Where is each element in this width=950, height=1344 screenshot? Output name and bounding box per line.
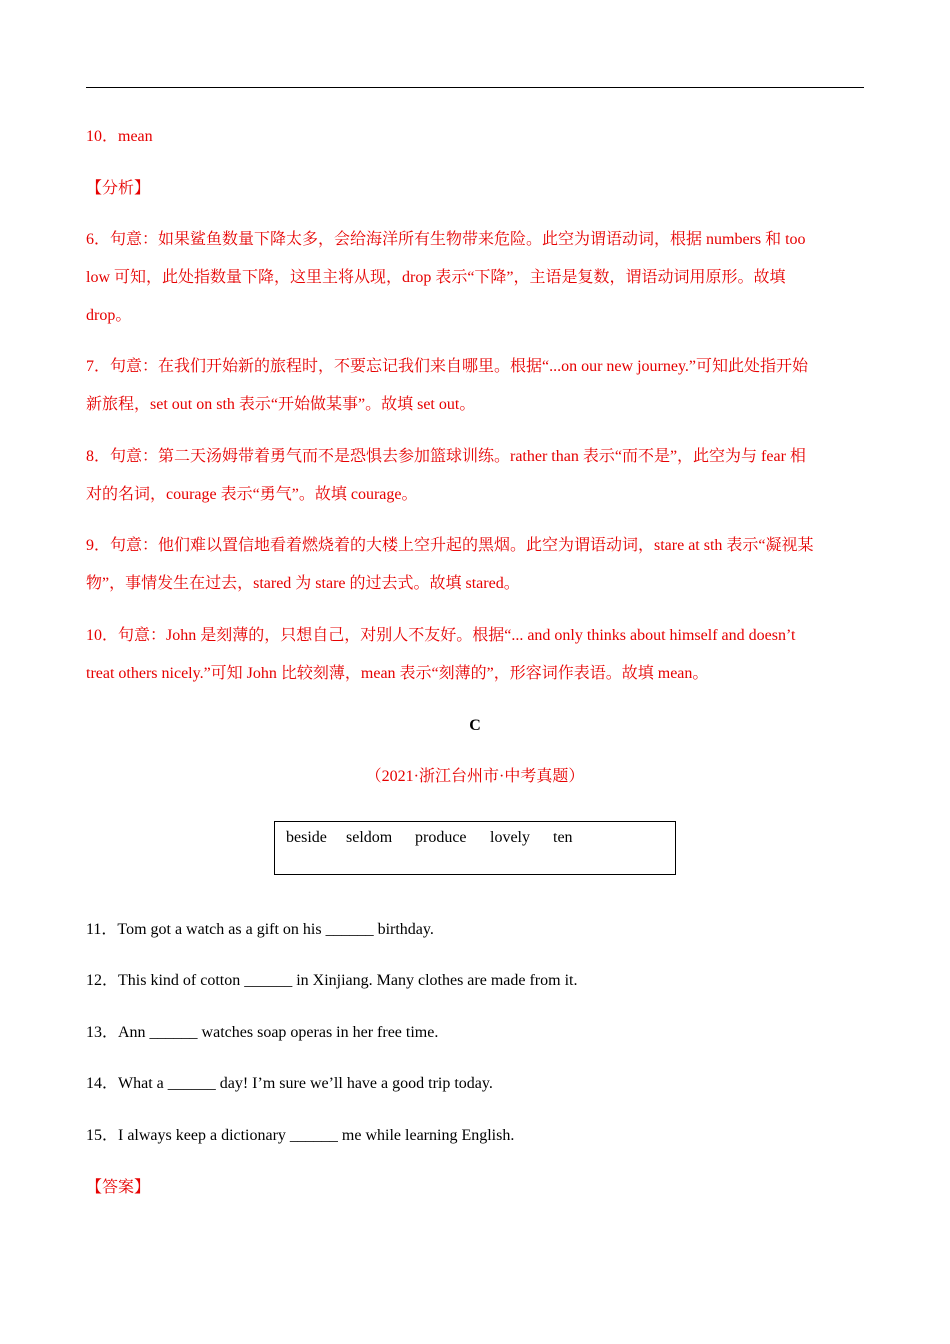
question-13: 13．Ann ______ watches soap operas in her free time. (86, 1024, 439, 1041)
word-bank-word: produce (415, 829, 467, 846)
analysis-q6-line-1: 6．句意：如果鲨鱼数量下降太多，会给海洋所有生物带来危险。此空为谓语动词，根据 numbers 和 too (86, 231, 806, 248)
word-bank-box (274, 821, 676, 875)
question-11: 11．Tom got a watch as a gift on his ______ birthday. (86, 921, 434, 938)
analysis-q8-line-2: 对的名词，courage 表示“勇气”。故填 courage。 (86, 486, 418, 503)
analysis-q6-line-3: drop。 (86, 307, 132, 324)
word-bank-word: ten (553, 829, 573, 846)
answer-label: 【答案】 (86, 1179, 151, 1196)
section-source: （2021·浙江台州市·中考真题） (365, 768, 585, 785)
word-bank-word: seldom (346, 829, 393, 846)
question-14: 14．What a ______ day! I’m sure we’ll have a good trip today. (86, 1075, 493, 1092)
analysis-q10-line-2: treat others nicely.”可知 John 比较刻薄，mean 表示“刻薄的”，形容词作表语。故填 mean。 (86, 665, 709, 682)
analysis-q9-line-1: 9．句意：他们难以置信地看着燃烧着的大楼上空升起的黑烟。此空为谓语动词，stare at sth 表示“凝视某 (86, 537, 814, 554)
word-bank-word: beside (286, 829, 327, 846)
analysis-q7-line-1: 7．句意：在我们开始新的旅程时，不要忘记我们来自哪里。根据“...on our new journey.”可知此处指开始 (86, 358, 809, 375)
analysis-label: 【分析】 (86, 180, 151, 197)
analysis-q9-line-2: 物”，事情发生在过去，stared 为 stare 的过去式。故填 stared。 (86, 575, 520, 592)
analysis-q6-line-2: low 可知，此处指数量下降，这里主将从现，drop 表示“下降”，主语是复数，谓语动词用原形。故填 (86, 269, 786, 286)
header-rule (86, 87, 864, 88)
section-heading: C (469, 717, 481, 734)
answer-item-10: 10．mean (86, 128, 153, 145)
analysis-q7-line-2: 新旅程，set out on sth 表示“开始做某事”。故填 set out。 (86, 396, 476, 413)
question-15: 15．I always keep a dictionary ______ me while learning English. (86, 1127, 515, 1144)
word-bank-word: lovely (490, 829, 530, 846)
analysis-q8-line-1: 8．句意：第二天汤姆带着勇气而不是恐惧去参加篮球训练。rather than 表示“而不是”，此空为与 fear 相 (86, 448, 806, 465)
question-12: 12．This kind of cotton ______ in Xinjiang. Many clothes are made from it. (86, 972, 578, 989)
analysis-q10-line-1: 10．句意：John 是刻薄的，只想自己，对别人不友好。根据“... and only thinks about himself and doesn’t (86, 627, 796, 644)
